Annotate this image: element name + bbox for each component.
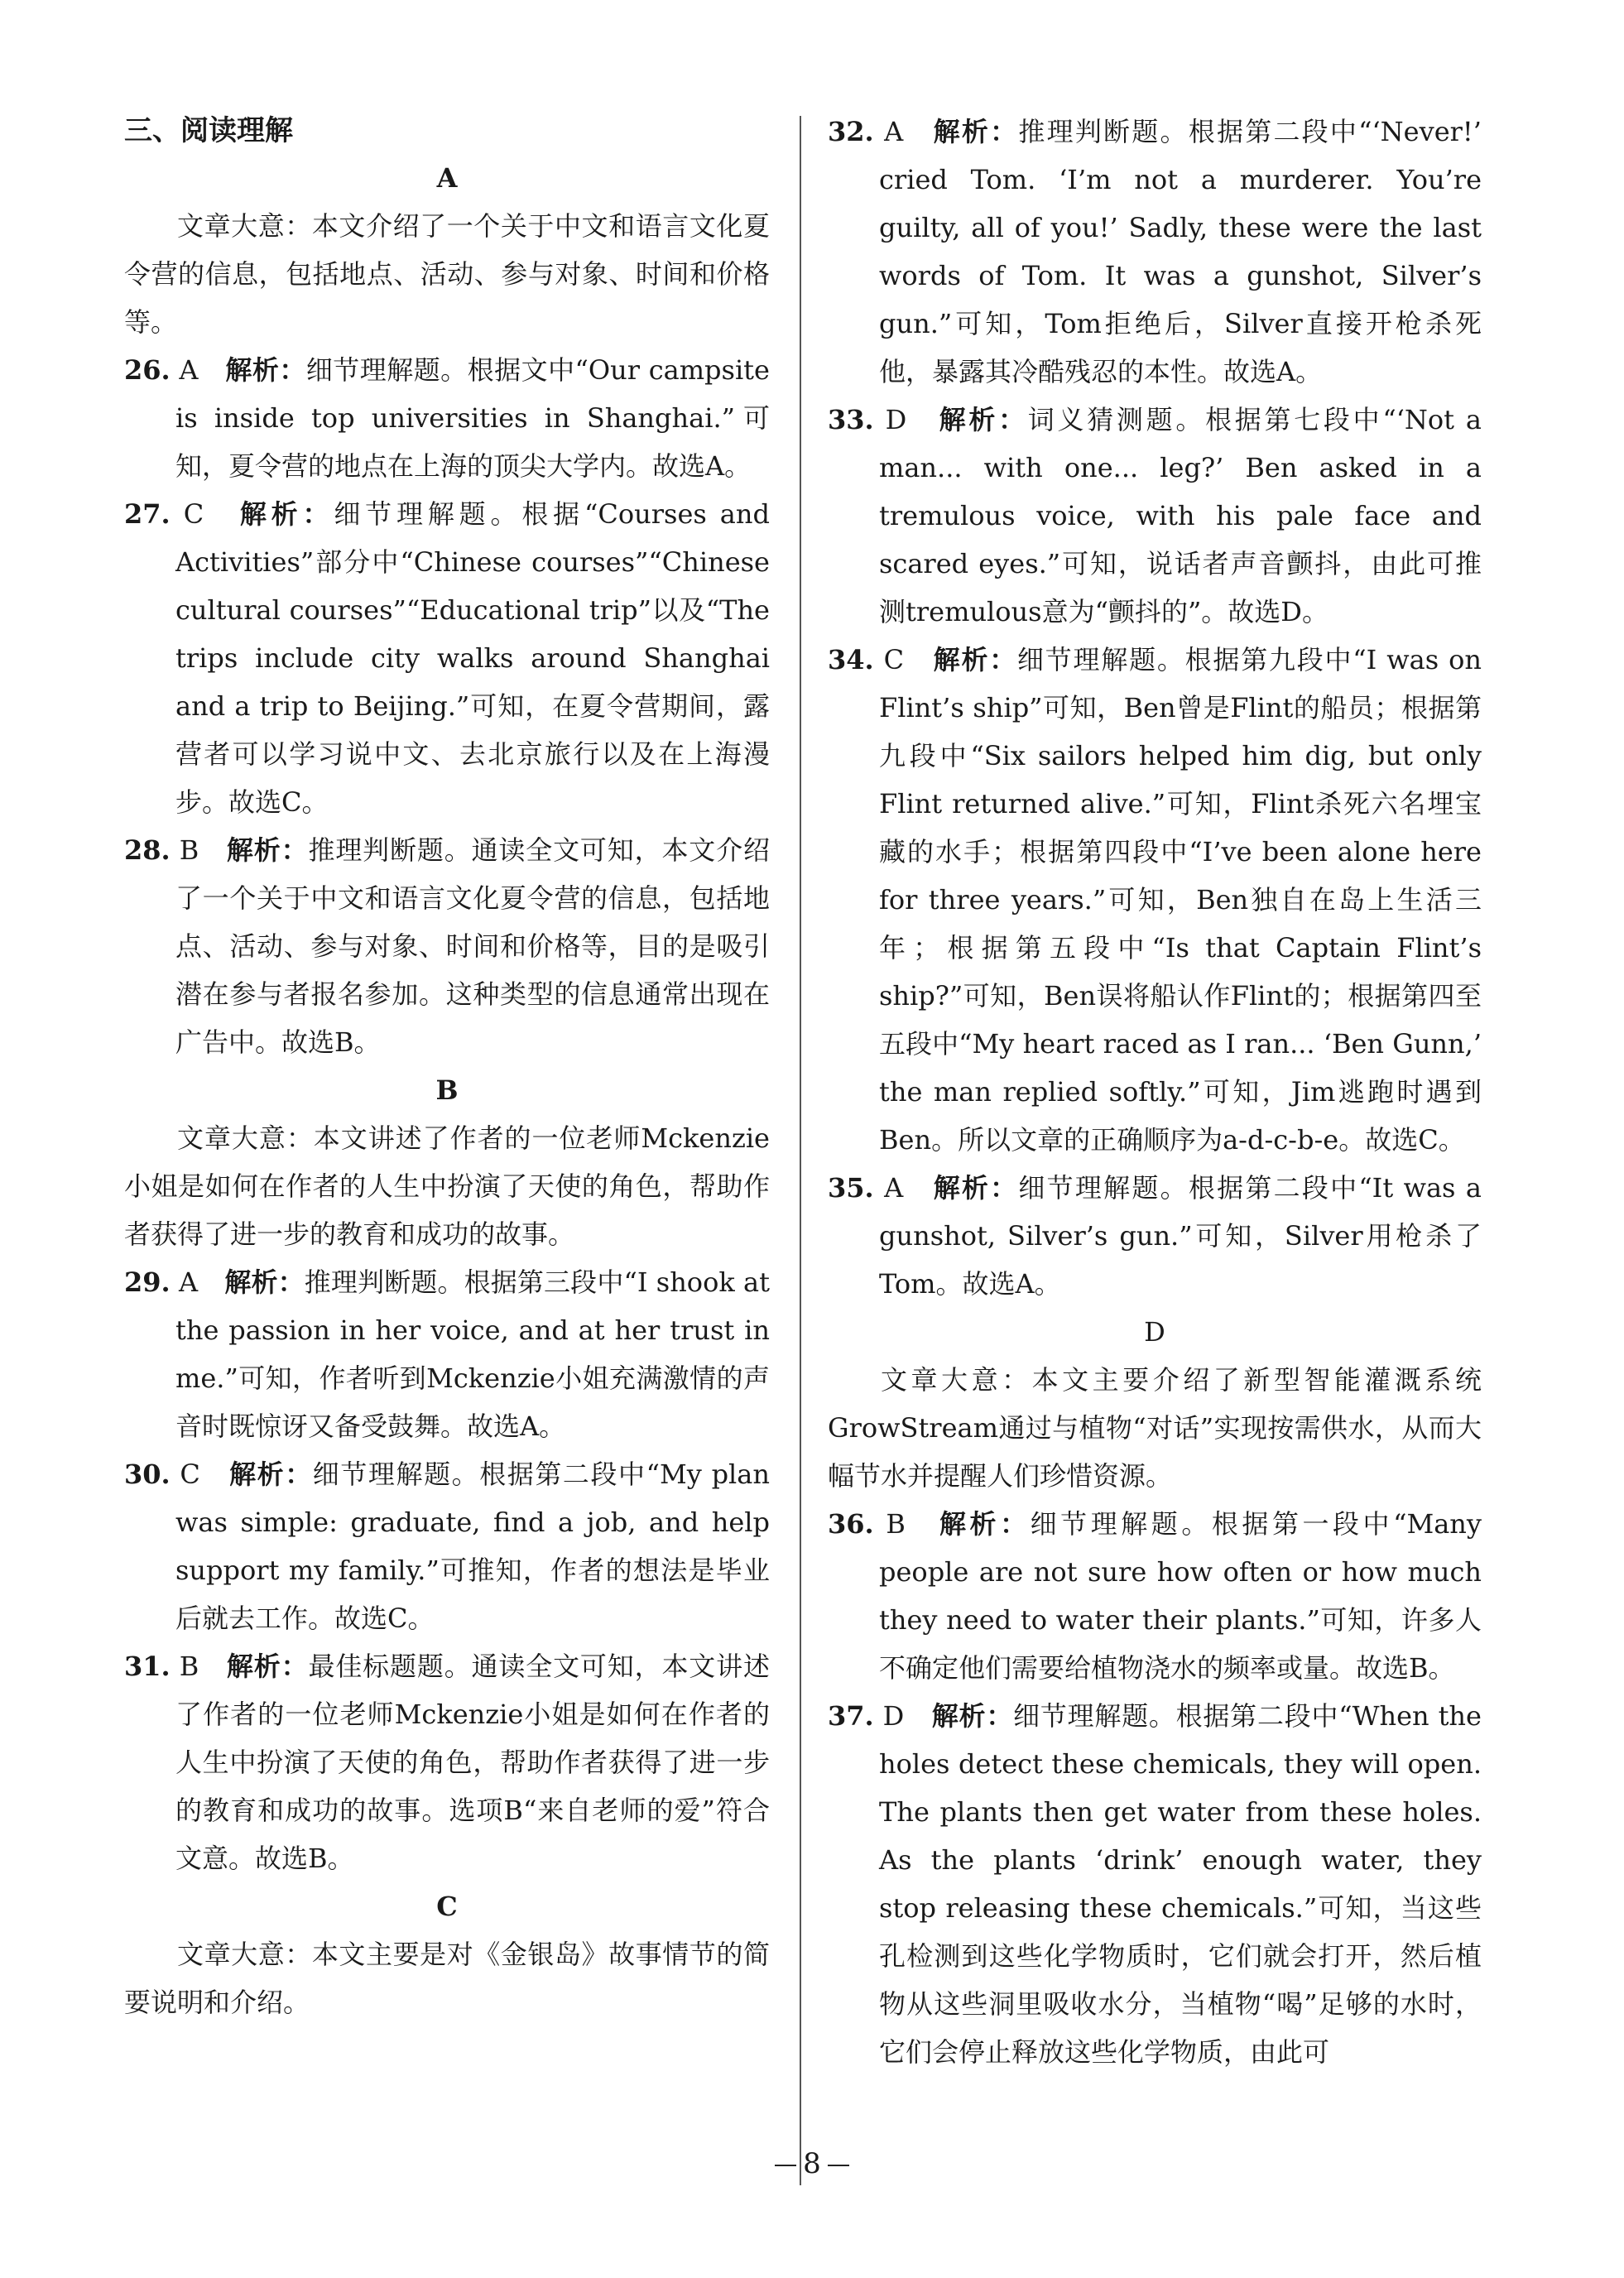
answer-choice: B — [179, 834, 199, 866]
analysis-label: 解析： — [939, 1508, 1031, 1540]
question-number: 29. — [124, 1266, 171, 1298]
answer-choice: A — [178, 1266, 199, 1298]
analysis-text: 推理判断题。通读全文可知，本文介绍了一个关于中文和语言文化夏令营的信息，包括地点、活动、参与对象、时间和价格等，目的是吸引潜在参与者报名参加。这种类型的信息通常出现在广告中。故选B。 — [175, 834, 770, 1058]
analysis-label: 解析： — [229, 1459, 313, 1490]
question-number: 28. — [124, 834, 171, 866]
passage-d-letter: D — [1144, 1316, 1165, 1348]
passage-d-summary: 文章大意：本文主要介绍了新型智能灌溉系统GrowStream通过与植物“对话”实现按需供水，从而大幅节水并提醒人们珍惜资源。 — [828, 1364, 1482, 1492]
answer-item — [124, 346, 770, 490]
answer-item — [124, 1642, 770, 1882]
question-number: 31. — [124, 1651, 171, 1682]
question-number: 30. — [124, 1459, 171, 1490]
answer-item — [124, 1450, 770, 1642]
answer-item — [828, 396, 1482, 636]
answer-choice: C — [183, 498, 204, 530]
question-number: 35. — [828, 1172, 874, 1204]
answer-item — [124, 1258, 770, 1450]
analysis-text: 细节理解题。根据第二段中“It was a gunshot, Silver’s gun.”可知，Silver用枪杀了Tom。故选A。 — [879, 1172, 1482, 1300]
answer-choice: D — [882, 1700, 905, 1732]
answer-item — [828, 1692, 1482, 2076]
section-heading: 三、阅读理解 — [124, 114, 293, 147]
passage-a-letter: A — [436, 162, 458, 194]
analysis-text: 最佳标题题。通读全文可知，本文讲述了作者的一位老师Mckenzie小姐是如何在作者的人生中扮演了天使的角色，帮助作者获得了进一步的教育和成功的故事。选项B“来自老师的爱”符合文意。故选B。 — [175, 1651, 770, 1874]
analysis-label: 解析： — [933, 1172, 1019, 1204]
analysis-text: 推理判断题。根据第三段中“I shook at the passion in her voice, and at her trust in me.”可知，作者听到Mckenzie小姐充满激情的声音时既惊讶又备受鼓舞。故选A。 — [175, 1266, 770, 1442]
passage-b-letter: B — [435, 1074, 459, 1106]
analysis-label: 解析： — [226, 1651, 309, 1682]
answer-item — [828, 108, 1482, 396]
passage-c-letter: C — [436, 1891, 458, 1922]
passage-a-summary: 文章大意：本文介绍了一个关于中文和语言文化夏令营的信息，包括地点、活动、参与对象、时间和价格等。 — [124, 210, 770, 338]
analysis-label: 解析： — [933, 116, 1019, 147]
analysis-label: 解析： — [939, 404, 1028, 435]
analysis-text: 推理判断题。根据第二段中“‘Never!’ cried Tom. ‘I’m not a murderer. You’re guilty, all of you!’ Sadly, these were the last words of Tom. It was a gunshot, Silver’s gun.”可知，Tom拒绝后，Silver直接开枪杀死他，暴露其冷酷残忍的本性。故选A。 — [879, 116, 1482, 387]
analysis-label: 解析： — [239, 498, 334, 530]
answer-choice: C — [883, 644, 905, 675]
answer-choice: A — [884, 116, 904, 147]
analysis-text: 词义猜测题。根据第七段中“‘Not a man... with one... leg?’ Ben asked in a tremulous voice, with his pale face and scared eyes.”可知，说话者声音颤抖，由此可推测tremulous意为“颤抖的”。故选D。 — [879, 404, 1482, 627]
analysis-text: 细节理解题。根据第一段中“Many people are not sure how often or how much they need to water their plants.”可知，许多人不确定他们需要给植物浇水的频率或量。故选B。 — [879, 1508, 1482, 1684]
answer-item — [828, 1164, 1482, 1308]
answer-choice: A — [179, 354, 199, 386]
answer-item — [124, 826, 770, 1066]
analysis-text: 细节理解题。根据文中“Our campsite is inside top universities in Shanghai.”可知，夏令营的地点在上海的顶尖大学内。故选A。 — [175, 354, 770, 482]
question-number: 26. — [124, 354, 171, 386]
answer-choice: B — [179, 1651, 199, 1682]
right-column — [828, 108, 1482, 2076]
dash-left — [775, 2165, 796, 2166]
question-number: 32. — [828, 116, 874, 147]
answer-item — [124, 490, 770, 826]
question-number: 27. — [124, 498, 171, 530]
answer-item — [828, 1500, 1482, 1692]
analysis-label: 解析： — [225, 354, 306, 386]
question-number: 36. — [828, 1508, 874, 1540]
page-number-value: 8 — [803, 2147, 821, 2180]
answer-choice: B — [886, 1508, 906, 1540]
analysis-text: 细节理解题。根据“Courses and Activities”部分中“Chinese courses”“Chinese cultural courses”“Educational trip”以及“The trips include city walks around Shanghai and a trip to Beijing.”可知，在夏令营期间，露营者可以学习说中文、去北京旅行以及在上海漫步。故选C。 — [175, 498, 770, 818]
analysis-text: 细节理解题。根据第二段中“When the holes detect these chemicals, they will open. The plants then get water from these holes. As the plants ‘drink’ enough water, they stop releasing these chemicals.”可知，当这些孔检测到这些化学物质时，它们就会打开，然后植物从这些洞里吸收水分，当植物“喝”足够的水时，它们会停止释放这些化学物质，由此可 — [879, 1700, 1482, 2068]
passage-b-summary: 文章大意：本文讲述了作者的一位老师Mckenzie小姐是如何在作者的人生中扮演了天使的角色，帮助作者获得了进一步的教育和成功的故事。 — [124, 1122, 770, 1250]
analysis-label: 解析： — [933, 644, 1017, 675]
passage-c-summary: 文章大意：本文主要是对《金银岛》故事情节的简要说明和介绍。 — [124, 1939, 770, 2018]
question-number: 34. — [828, 644, 874, 675]
analysis-text: 细节理解题。根据第九段中“I was on Flint’s ship”可知，Ben曾是Flint的船员；根据第九段中“Six sailors helped him dig, but only Flint returned alive.”可知，Flint杀死六名埋宝藏的水手；根据第四段中“I’ve been alone here for three years.”可知，Ben独自在岛上生活三年；根据第五段中“Is that Captain Flint’s ship?”可知，Ben误将船认作Flint的；根据第四至五段中“My heart raced as I ran... ‘Ben Gunn,’ the man replied softly.”可知，Jim逃跑时遇到Ben。所以文章的正确顺序为a-d-c-b-e。故选C。 — [879, 644, 1482, 1156]
question-number: 37. — [828, 1700, 874, 1732]
answer-choice: D — [885, 404, 907, 435]
dash-right — [828, 2165, 849, 2166]
question-number: 33. — [828, 404, 874, 435]
analysis-label: 解析： — [931, 1700, 1014, 1732]
analysis-text: 细节理解题。根据第二段中“My plan was simple: graduate, find a job, and help support my family.”可推知，作者的想法是毕业后就去工作。故选C。 — [175, 1459, 770, 1634]
answer-choice: A — [884, 1172, 904, 1204]
answer-item — [828, 636, 1482, 1164]
page-number — [0, 2147, 1624, 2180]
analysis-label: 解析： — [226, 834, 309, 866]
answer-choice: C — [180, 1459, 200, 1490]
left-column — [124, 108, 770, 2026]
column-divider — [800, 116, 801, 2185]
analysis-label: 解析： — [224, 1266, 305, 1298]
